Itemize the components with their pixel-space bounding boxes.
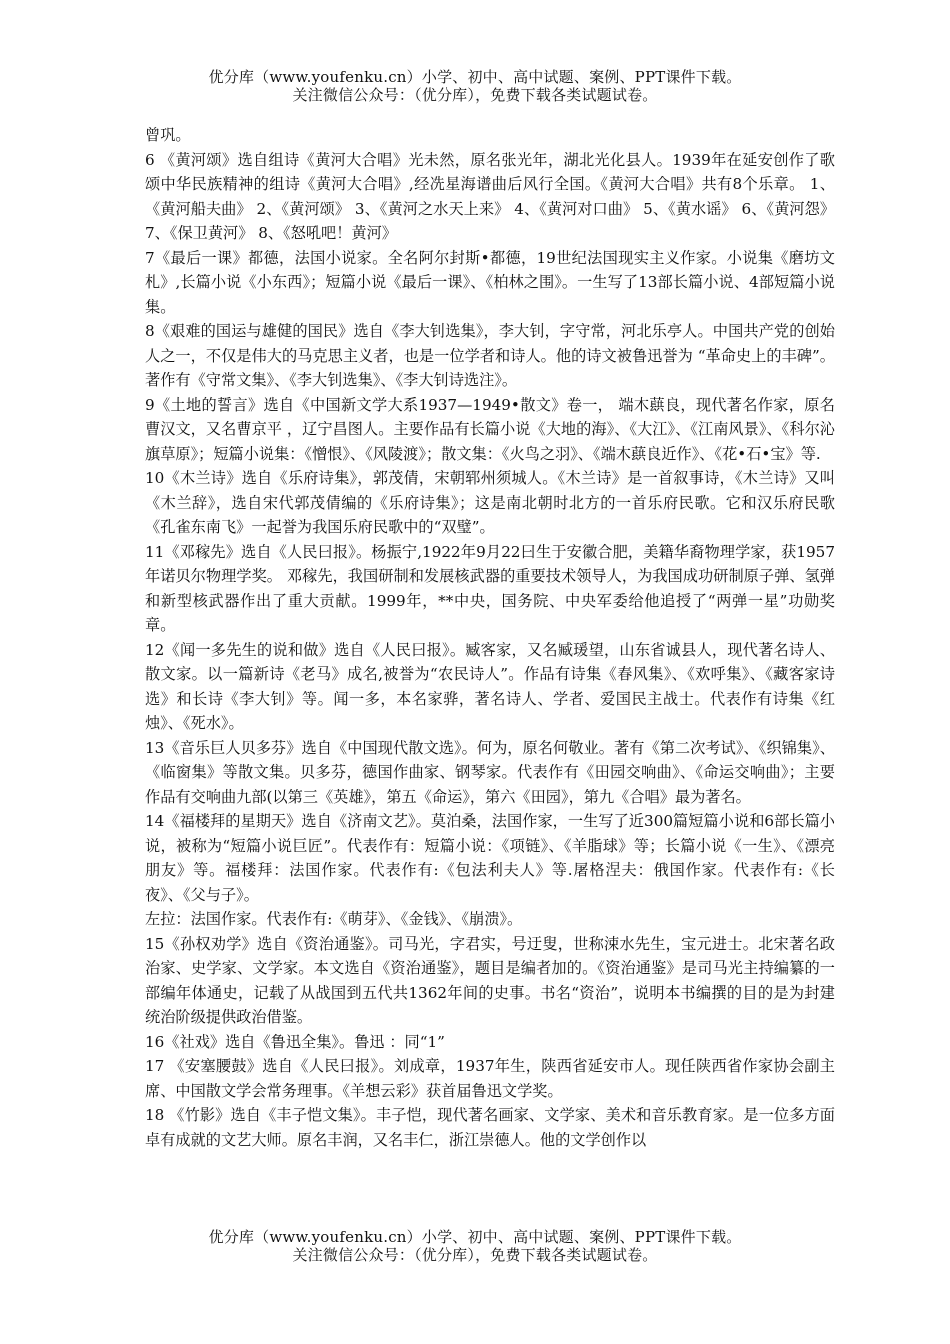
- paragraph: 6 《黄河颂》选自组诗《黄河大合唱》光未然，原名张光年，湖北光化县人。1939年在延安创作了歌颂中华民族精神的组诗《黄河大合唱》,经冼星海谱曲后风行全国。《黄河大合唱》共有8个乐章。 1、《黄河船夫曲》 2、《黄河颂》 3、《黄河之水天上来》 4、《黄河对口曲》 5、《黄水谣》 6、《黄河怨》 7、《保卫黄河》 8、《怒吼吧！黄河》: [145, 150, 835, 242]
- page-header: [0, 68, 950, 104]
- paragraph: 12《闻一多先生的说和做》选自《人民曰报》。臧客家，又名臧瑗望，山东省诚县人，现代著名诗人、散文家。以一篇新诗《老马》成名,被誉为“农民诗人”。作品有诗集《春风集》、《欢呼集》、《藏客家诗选》和长诗《李大钊》等。闻一多，本名家骅，著名诗人、学者、爱国民主战士。代表作有诗集《红烛》、《死水》。: [145, 640, 835, 732]
- paragraph: 15《孙权劝学》选自《资治通鉴》。司马光，字君实，号迂叟，世称涑水先生，宝元进士。北宋著名政治家、史学家、文学家。本文选自《资治通鉴》，题目是编者加的。《资治通鉴》是司马光主持编纂的一部编年体通史，记载了从战国到五代共1362年间的史事。书名“资治”，说明本书编撰的目的是为封建统治阶级提供政治借鉴。: [145, 934, 835, 1026]
- paragraph: 11《邓稼先》选自《人民曰报》。杨振宁,1922年9月22曰生于安徽合肥，美籍华裔物理学家，获1957年诺贝尔物理学奖。 邓稼先，我国研制和发展核武器的重要技术领导人，为我国成功研制原子弹、氢弹和新型核武器作出了重大贡献。1999年，**中央，国务院、中央军委给他追授了“两弹一星”功勋奖章。: [145, 542, 835, 634]
- paragraph: 左拉：法国作家。代表作有:《萌芽》、《金钱》、《崩溃》。: [145, 910, 523, 928]
- footer-line-2: 关注微信公众号：（优分库），免费下载各类试题试卷。: [292, 1246, 658, 1264]
- paragraph: 14《福楼拜的星期天》选自《济南文艺》。莫泊桑，法国作家，一生写了近300篇短篇小说和6部长篇小说，被称为“短篇小说巨匠”。代表作有：短篇小说：《项链》、《羊脂球》等；长篇小说《一生》、《漂亮朋友》等。福楼拜：法国作家。代表作有:《包法利夫人》等.屠格涅夫：俄国作家。代表作有:《长夜》、《父与子》。: [145, 812, 835, 904]
- header-line-1: 优分库（www.youfenku.cn）小学、初中、高中试题、案例、PPT课件下载。: [208, 68, 742, 86]
- paragraph: 10《木兰诗》选自《乐府诗集》，郭茂倩，宋朝郓州须城人。《木兰诗》是一首叙事诗，《木兰诗》又叫《木兰辞》，选自宋代郭茂倩编的《乐府诗集》；这是南北朝时北方的一首乐府民歌。它和汉乐府民歌《孔雀东南飞》一起誉为我国乐府民歌中的“双璧”。: [145, 469, 835, 536]
- paragraph: 曾巩。: [145, 126, 191, 144]
- document-body: [145, 123, 835, 1152]
- header-line-2: 关注微信公众号：（优分库），免费下载各类试题试卷。: [292, 86, 658, 104]
- paragraph: 8《艰难的国运与雄健的国民》选自《李大钊选集》，李大钊，字守常，河北乐亭人。中国共产党的创始人之一，不仅是伟大的马克思主义者，也是一位学者和诗人。他的诗文被鲁迅誉为 “革命史上的丰碑”。著作有《守常文集》、《李大钊选集》、《李大钊诗选注》。: [145, 322, 835, 389]
- paragraph: 16《社戏》选自《鲁迅全集》。鲁迅 ：同“1”: [145, 1032, 445, 1051]
- paragraph: 9《土地的誓言》选自《中国新文学大系1937—1949•散文》卷一， 端木蕻良，现代著名作家，原名曹汉文，又名曹京平 ，辽宁昌图人。主要作品有长篇小说《大地的海》、《大江》、《江南风景》、《科尔沁旗草原》；短篇小说集：《憎恨》、《风陵渡》；散文集：《火鸟之羽》、《端木蕻良近作》、《花•石•宝》等.: [145, 395, 835, 463]
- paragraph: 7《最后一课》都德，法国小说家。全名阿尔封斯•都德，19世纪法国现实主义作家。小说集《磨坊文札》,长篇小说《小东西》；短篇小说《最后一课》、《柏林之围》。一生写了13部长篇小说、4部短篇小说集。: [145, 248, 835, 316]
- paragraph: 17 《安塞腰鼓》选自《人民曰报》。刘成章，1937年生，陕西省延安市人。现任陕西省作家协会副主席、中国散文学会常务理事。《羊想云彩》获首届鲁迅文学奖。: [145, 1057, 835, 1100]
- paragraph: 13《音乐巨人贝多芬》选自《中国现代散文选》。何为，原名何敬业。著有《第二次考试》、《织锦集》、《临窗集》等散文集。贝多芬，德国作曲家、钢琴家。代表作有《田园交响曲》、《命运交响曲》；主要作品有交响曲九部(以第三《英雄》，第五《命运》，第六《田园》，第九《合唱》最为著名。: [145, 738, 835, 806]
- footer-line-1: 优分库（www.youfenku.cn）小学、初中、高中试题、案例、PPT课件下载。: [208, 1228, 742, 1246]
- paragraph: 18 《竹影》选自《丰子恺文集》。丰子恺，现代著名画家、文学家、美术和音乐教育家。是一位多方面卓有成就的文艺大师。原名丰润，又名丰仁，浙江崇德人。他的文学创作以: [145, 1106, 835, 1149]
- page-footer: [0, 1228, 950, 1264]
